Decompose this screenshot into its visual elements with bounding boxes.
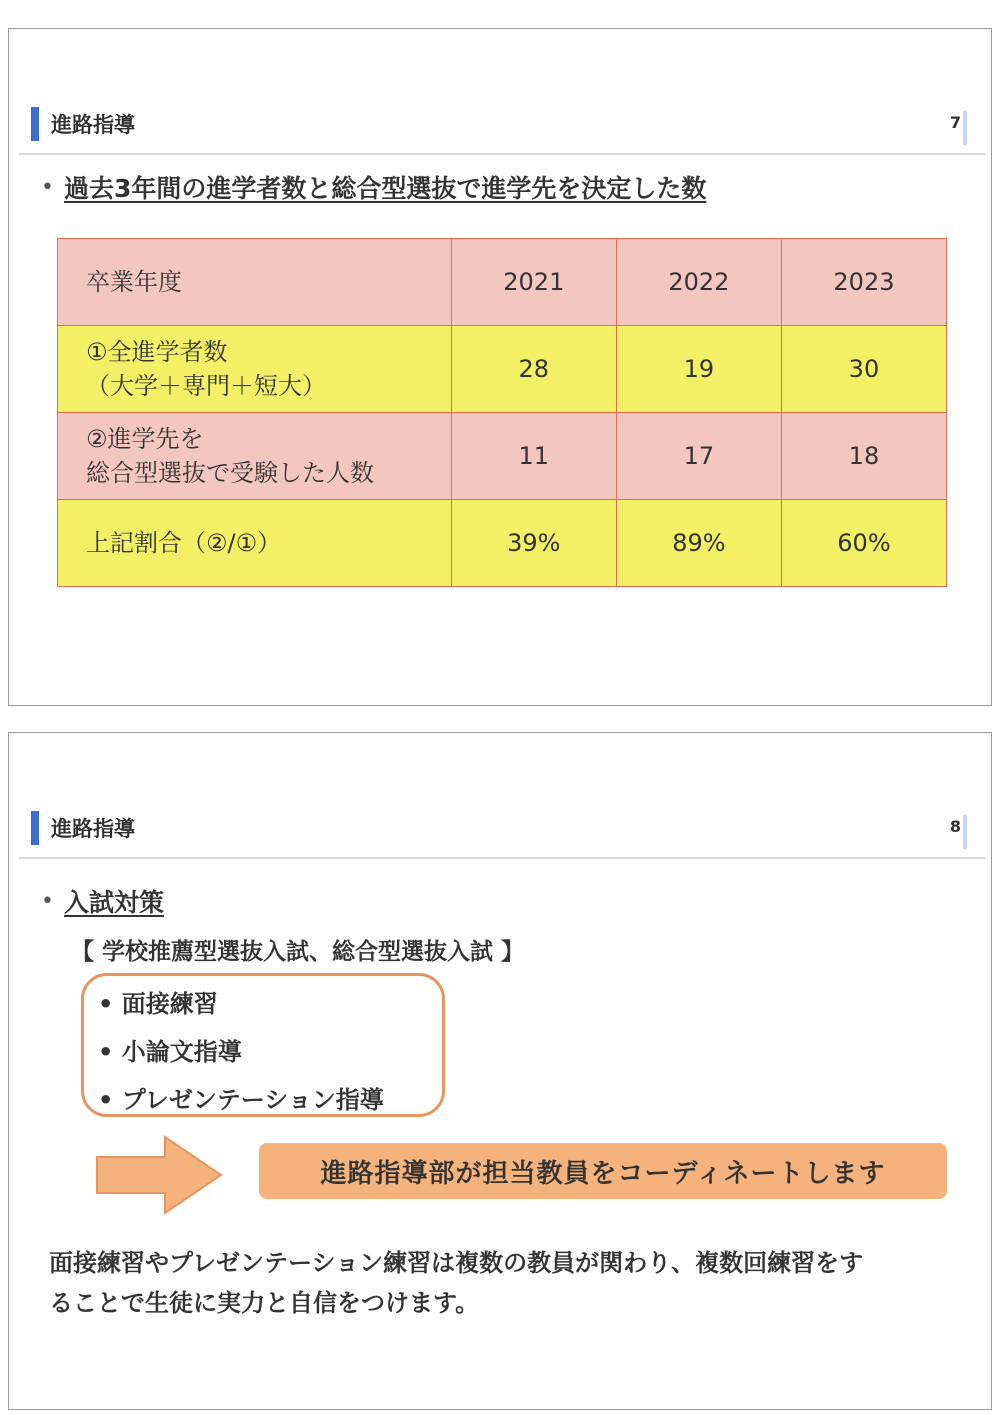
row-label: 上記割合（②/①） <box>58 500 452 587</box>
year-2022: 2022 <box>616 239 781 326</box>
slide-heading <box>41 169 706 205</box>
page-accent-bar <box>963 815 967 849</box>
table-cell: 18 <box>781 413 946 500</box>
table-cell: 30 <box>781 326 946 413</box>
row-label-line: （大学＋専門＋短大） <box>86 372 326 400</box>
year-2023: 2023 <box>781 239 946 326</box>
slide-8 <box>8 732 992 1410</box>
paragraph-line: 面接練習やプレゼンテーション練習は複数の教員が関わり、複数回練習をす <box>49 1249 864 1277</box>
bullet-icon: • <box>98 1086 122 1114</box>
table-cell: 19 <box>616 326 781 413</box>
header-label: 卒業年度 <box>58 239 452 326</box>
table-row <box>58 326 947 413</box>
table-cell: 11 <box>451 413 616 500</box>
table-cell: 39% <box>451 500 616 587</box>
admissions-table <box>57 238 947 587</box>
table-cell: 89% <box>616 500 781 587</box>
table-header-row <box>58 239 947 326</box>
slide-header <box>31 107 135 141</box>
measures-box <box>81 973 445 1117</box>
header-divider <box>19 857 985 859</box>
header-accent-bar <box>31 107 39 141</box>
table-row <box>58 500 947 587</box>
list-item <box>98 984 218 1019</box>
description-paragraph <box>49 1243 969 1323</box>
bullet-icon: • <box>98 1038 122 1066</box>
list-item-label: 面接練習 <box>121 990 218 1018</box>
coordination-banner: 進路指導部が担当教員をコーディネートします <box>259 1143 947 1199</box>
list-item-label: プレゼンテーション指導 <box>121 1086 384 1114</box>
heading-text: 入試対策 <box>63 888 164 917</box>
header-accent-bar <box>31 811 39 845</box>
header-divider <box>19 153 985 155</box>
list-item-label: 小論文指導 <box>121 1038 242 1066</box>
row-label-line: 総合型選抜で受験した人数 <box>86 459 374 487</box>
table-cell: 60% <box>781 500 946 587</box>
page-accent-bar <box>963 111 967 145</box>
list-item <box>98 1032 242 1067</box>
row-label <box>58 413 452 500</box>
right-arrow-icon <box>95 1135 225 1215</box>
table-cell: 28 <box>451 326 616 413</box>
slide-header <box>31 811 135 845</box>
list-item <box>98 1080 384 1115</box>
exam-type-title: 【 学校推薦型選抜入試、総合型選抜入試 】 <box>71 939 525 965</box>
slide-7 <box>8 28 992 706</box>
section-title: 進路指導 <box>51 113 135 137</box>
bullet-icon: • <box>41 174 54 200</box>
row-label-line: ①全進学者数 <box>86 338 228 366</box>
page-number: 7 <box>949 113 961 132</box>
heading-text: 過去3年間の進学者数と総合型選抜で進学先を決定した数 <box>63 174 707 203</box>
bullet-icon: • <box>98 990 122 1018</box>
table-row <box>58 413 947 500</box>
paragraph-line: ることで生徒に実力と自信をつけます。 <box>49 1289 480 1317</box>
row-label-line: ②進学先を <box>86 425 204 453</box>
slide-heading <box>41 883 164 919</box>
section-title: 進路指導 <box>51 817 135 841</box>
table-cell: 17 <box>616 413 781 500</box>
bullet-icon: • <box>41 888 54 914</box>
page-number: 8 <box>949 817 961 836</box>
year-2021: 2021 <box>451 239 616 326</box>
row-label <box>58 326 452 413</box>
